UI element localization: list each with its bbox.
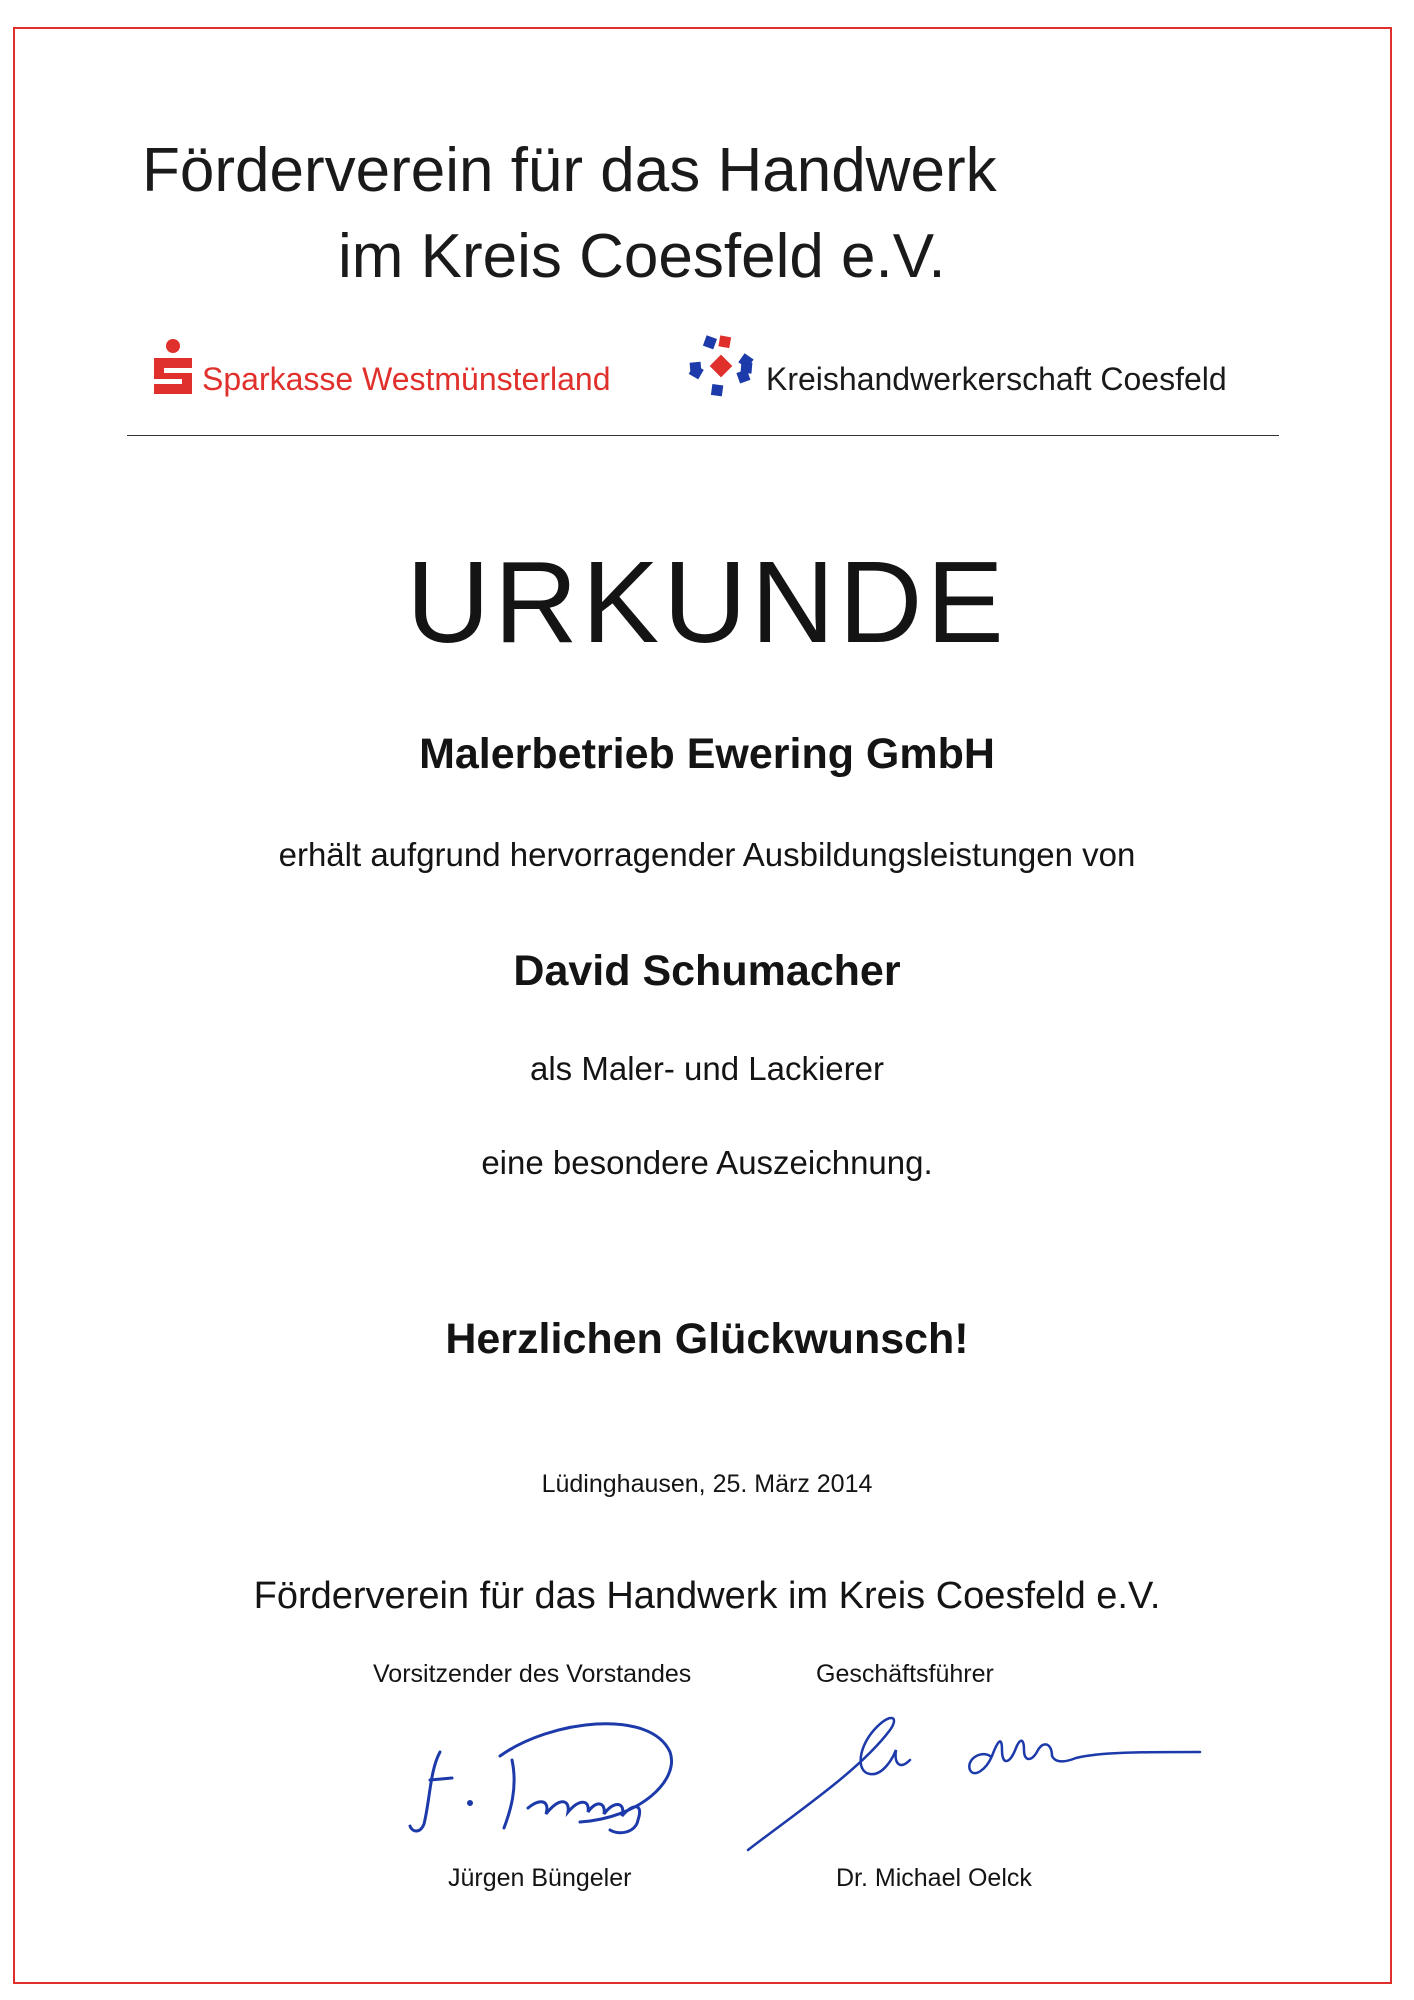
signatory-role-chair: Vorsitzender des Vorstandes [373,1660,692,1688]
profession-text: als Maler- und Lackierer [530,1050,884,1087]
signature-chair [400,1700,720,1840]
signatory-name-chair: Jürgen Büngeler [448,1864,632,1892]
reason-text: erhält aufgrund hervorragender Ausbildungsleistungen von [278,836,1136,873]
header-line-2: im Kreis Coesfeld e.V. [338,222,946,291]
signature-manager [740,1690,1220,1860]
kreishandwerkerschaft-name: Kreishandwerkerschaft Coesfeld [766,361,1227,397]
signatory-role-manager: Geschäftsführer [816,1660,994,1688]
header-divider [127,435,1279,436]
recipient-name: David Schumacher [513,947,901,995]
footer-organization: Förderverein für das Handwerk im Kreis Coesfeld e.V. [253,1575,1161,1617]
kreishandwerkerschaft-logo [686,333,1286,403]
header-line-1: Förderverein für das Handwerk [142,136,997,205]
congratulations: Herzlichen Glückwunsch! [445,1315,969,1363]
sparkasse-s-icon [150,338,196,402]
place-date: Lüdinghausen, 25. März 2014 [541,1470,873,1498]
certificate-title: URKUNDE [406,537,1008,667]
sparkasse-logo [150,333,670,403]
signatory-name-manager: Dr. Michael Oelck [836,1864,1032,1892]
award-text: eine besondere Auszeichnung. [481,1144,933,1181]
company-name: Malerbetrieb Ewering GmbH [419,730,995,778]
kreishandwerkerschaft-logo-icon [686,331,756,401]
sparkasse-name: Sparkasse Westmünsterland [202,361,611,397]
